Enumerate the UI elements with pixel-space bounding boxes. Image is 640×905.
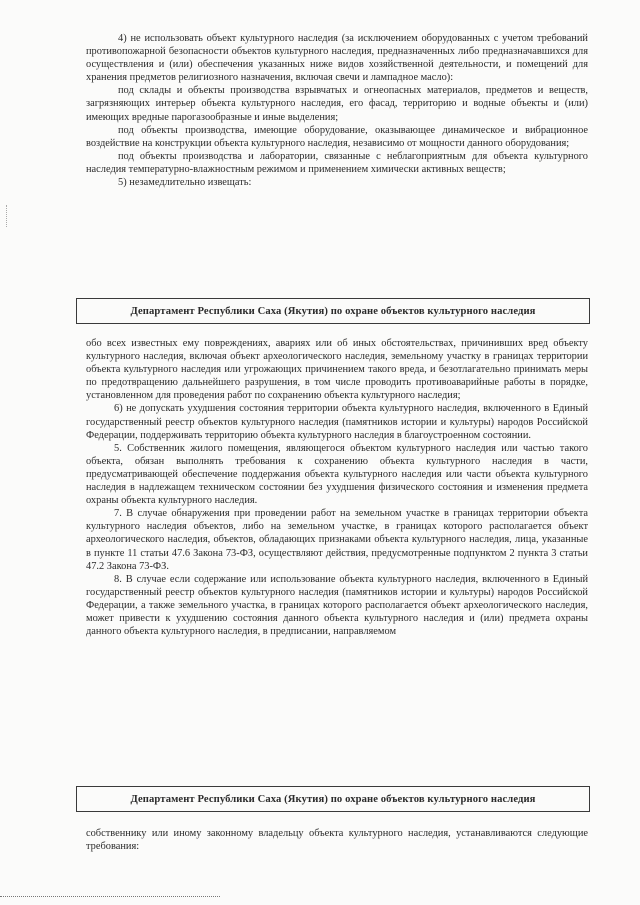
- scan-margin-mark: [6, 205, 10, 227]
- department-header-box-2: [76, 786, 590, 812]
- section-obligations-list: [86, 32, 588, 189]
- paragraph: 8. В случае если содержание или использование объекта культурного наследия, включенного в Единый государственный реестр объектов культурного наследия (памятников истории и культуры) народов Российской Федерации, а также земельного участка, в границах которого располагается объект археологического наследия, может привести к ухудшению состояния данного объекта культурного наследия и (или) предмета охраны данного объекта культурного наследия, в предписании, направляемом: [86, 573, 588, 638]
- paragraph: под склады и объекты производства взрывчатых и огнеопасных материалов, предметов и веществ, загрязняющих интерьер объекта культурного наследия, его фасад, территорию и водные объекты и (или) имеющих вредные парогазообразные и иные выделения;: [86, 85, 588, 123]
- paragraph: 5. Собственник жилого помещения, являющегося объектом культурного наследия или частью такого объекта, обязан выполнять требования к сохранению объекта культурного наследия в части, предусматривающей обеспечение поддержания объекта культурного наследия или части объекта культурного наследия в надлежащем техническом состоянии без ухудшения физического состояния и изменения предмета охраны объекта культурного наследия.: [86, 442, 588, 507]
- department-header-box: [76, 298, 590, 324]
- footnote-separator: [0, 896, 220, 897]
- paragraph: 7. В случае обнаружения при проведении работ на земельном участке в границах территории объекта культурного наследия объектов, либо на земельном участке, в границах которого располагается объект археологического наследия, объектов, обладающих признаками объекта культурного наследия, лица, указанные в пункте 11 статьи 47.6 Закона 73-ФЗ, осуществляют действия, предусмотренные подпунктом 2 пункта 3 статьи 47.2 Закона 73-ФЗ.: [86, 508, 588, 572]
- paragraph: 5) незамедлительно извещать:: [118, 177, 252, 189]
- paragraph: 4) не использовать объект культурного наследия (за исключением оборудованных с учетом требований противопожарной безопасности объектов культурного наследия, предназначенных либо предназначавшихся для осуществления и (или) обеспечения указанных ниже видов хозяйственной деятельности, и помещений для хранения предметов религиозного назначения, включая свечи и лампадное масло):: [86, 33, 588, 84]
- paragraph: под объекты производства и лаборатории, связанные с неблагоприятным для объекта культурного наследия температурно-влажностным режимом и применением химически активных веществ;: [86, 150, 588, 175]
- department-header-text: Департамент Республики Саха (Якутия) по охране объектов культурного наследия: [130, 305, 536, 317]
- paragraph: обо всех известных ему повреждениях, авариях или об иных обстоятельствах, причинивших вред объекту культурного наследия, включая объект археологического наследия, земельному участку в границах территории объекта культурного наследия или угрожающих причинением такого вреда, и безотлагательно принимать меры по предотвращению дальнейшего разрушения, в том числе проводить противоаварийные работы в порядке, установленном для проведения работ по сохранению объекта культурного наследия;: [86, 338, 588, 402]
- paragraph: собственнику или иному законному владельцу объекта культурного наследия, устанавливаются следующие требования:: [86, 828, 588, 853]
- paragraph: 6) не допускать ухудшения состояния территории объекта культурного наследия, включенного в Единый государственный реестр объектов культурного наследия (памятников истории и культуры) народов Российской Федерации, поддерживать территорию объекта культурного наследия в благоустроенном состоянии.: [86, 403, 588, 441]
- section-requirements-intro: [86, 827, 588, 853]
- section-continued-obligations: [86, 337, 588, 638]
- paragraph: под объекты производства, имеющие оборудование, оказывающее динамическое и вибрационное воздействие на конструкции объекта культурного наследия, независимо от мощности данного оборудования;: [86, 124, 588, 149]
- department-header-text-2: Департамент Республики Саха (Якутия) по охране объектов культурного наследия: [130, 793, 536, 805]
